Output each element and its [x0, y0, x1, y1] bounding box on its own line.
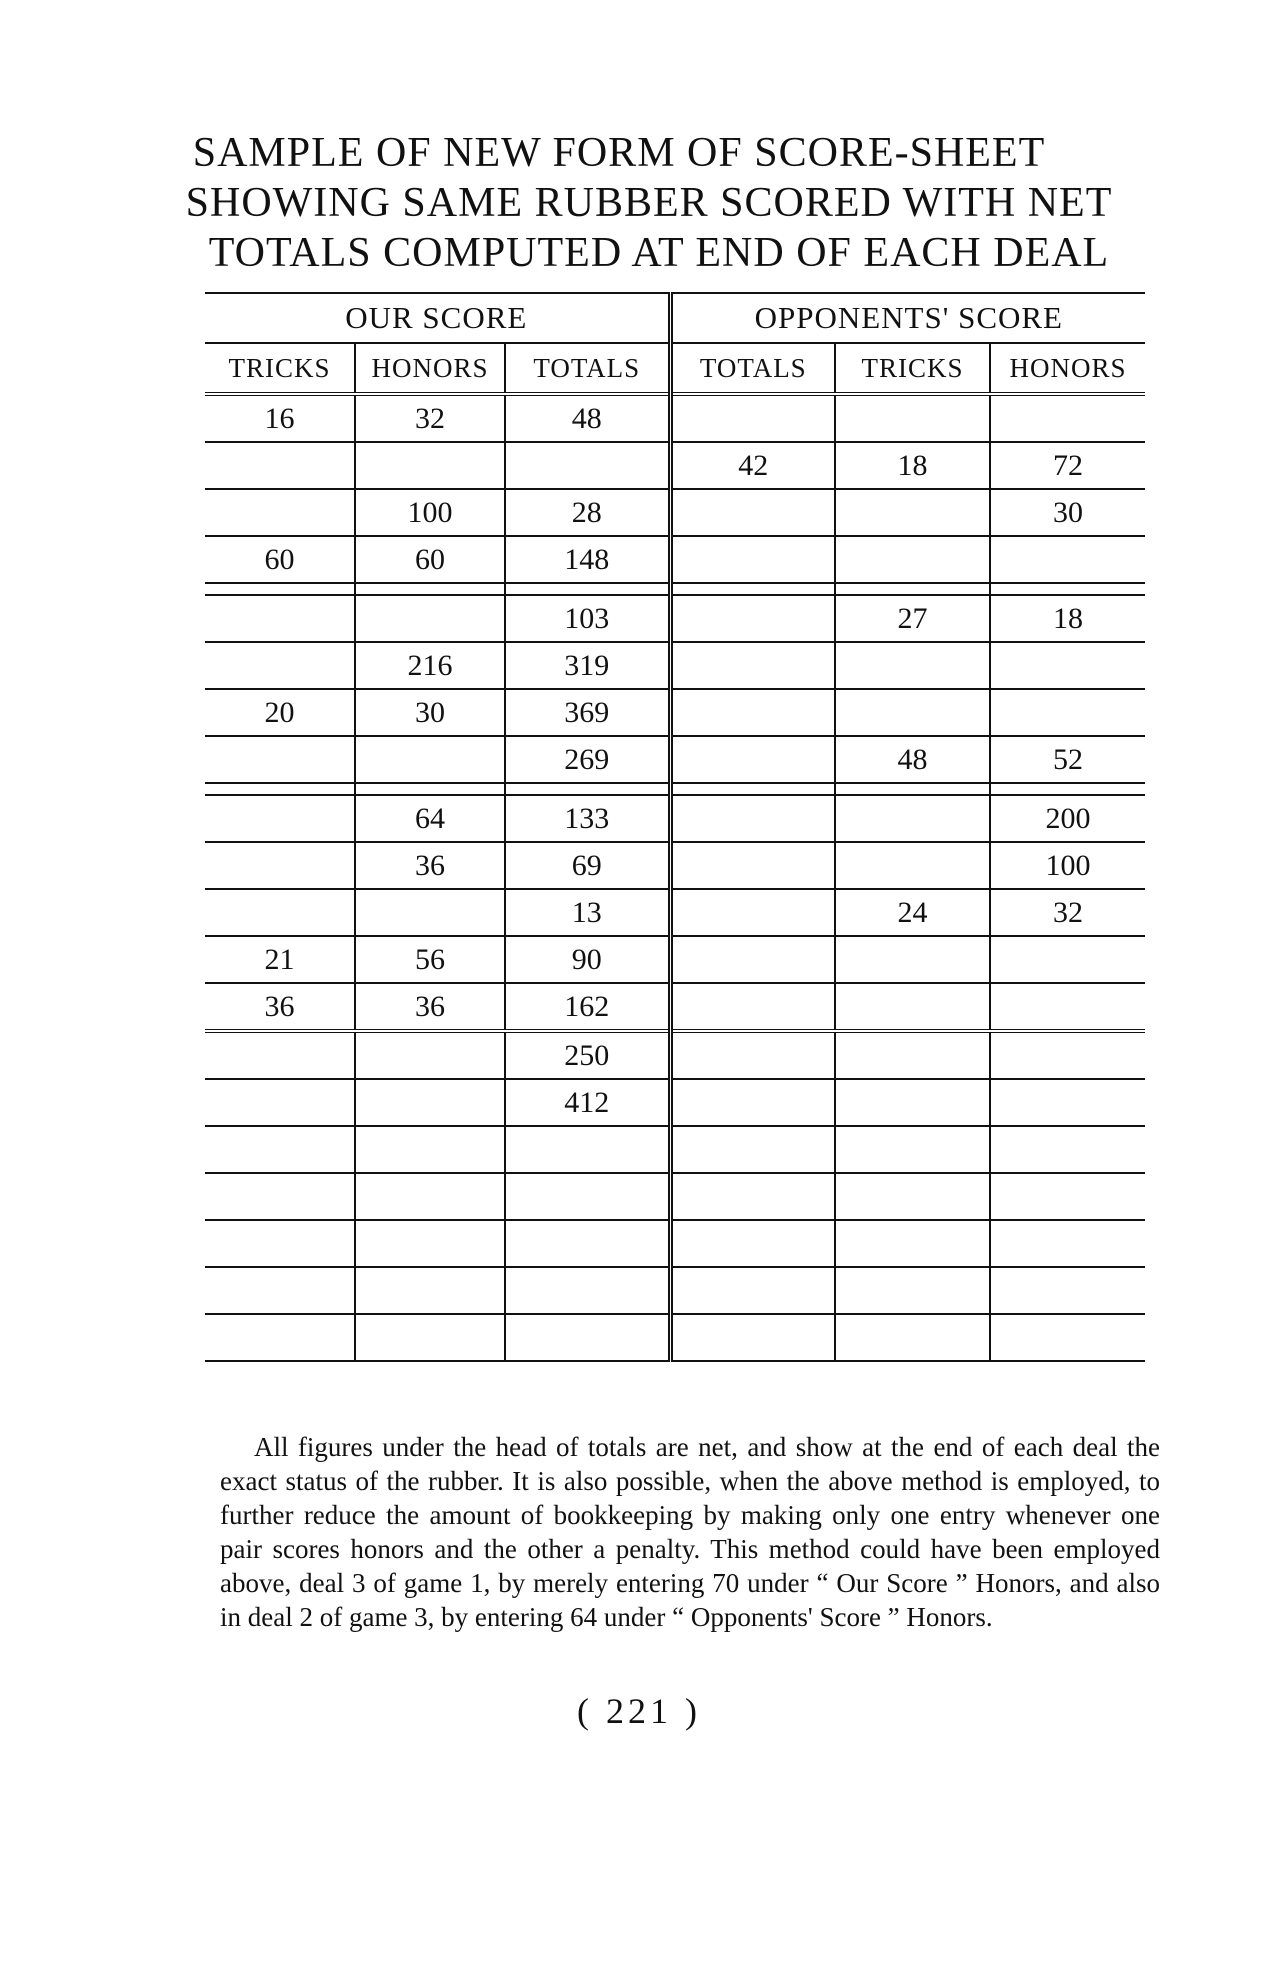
cell-opp-tricks [835, 1079, 990, 1126]
cell-our-honors [355, 889, 505, 936]
cell-opp-tricks [835, 1314, 990, 1361]
column-header-row [205, 343, 1145, 394]
cell-opp-tricks [835, 1126, 990, 1173]
cell-opp-tricks [835, 983, 990, 1031]
cell-opp-totals [670, 842, 835, 889]
cell-opp-tricks [835, 394, 990, 442]
cell-our-honors: 36 [355, 842, 505, 889]
header-our-honors: HONORS [355, 343, 505, 394]
cell-our-tricks [205, 842, 355, 889]
cell-our-totals: 28 [505, 489, 670, 536]
cell-our-tricks [205, 889, 355, 936]
cell-opp-honors [990, 1031, 1145, 1079]
cell-opp-honors [990, 536, 1145, 583]
cell-opp-tricks [835, 642, 990, 689]
cell-our-honors [355, 1031, 505, 1079]
group-header-row [205, 293, 1145, 343]
cell-opp-honors [990, 936, 1145, 983]
cell-opp-tricks [835, 795, 990, 842]
cell-opp-tricks [835, 1267, 990, 1314]
cell-our-totals: 412 [505, 1079, 670, 1126]
cell-our-totals: 90 [505, 936, 670, 983]
cell-our-tricks [205, 1031, 355, 1079]
cell-opp-honors [990, 1267, 1145, 1314]
cell-our-totals [505, 1267, 670, 1314]
score-row [205, 736, 1145, 783]
cell-our-totals [505, 1220, 670, 1267]
cell-opp-totals [670, 1220, 835, 1267]
cell-our-tricks [205, 1173, 355, 1220]
cell-our-honors: 64 [355, 795, 505, 842]
score-row [205, 842, 1145, 889]
cell-opp-tricks [835, 689, 990, 736]
cell-opp-honors [990, 394, 1145, 442]
score-row [205, 489, 1145, 536]
cell-our-tricks [205, 1079, 355, 1126]
cell-opp-tricks [835, 536, 990, 583]
cell-our-totals: 369 [505, 689, 670, 736]
cell-opp-tricks: 18 [835, 442, 990, 489]
cell-opp-tricks: 48 [835, 736, 990, 783]
cell-our-honors: 32 [355, 394, 505, 442]
cell-opp-honors [990, 983, 1145, 1031]
cell-our-tricks: 21 [205, 936, 355, 983]
cell-our-honors: 30 [355, 689, 505, 736]
cell-opp-tricks [835, 489, 990, 536]
cell-our-tricks [205, 595, 355, 642]
cell-opp-honors [990, 689, 1145, 736]
score-row [205, 394, 1145, 442]
cell-opp-tricks [835, 936, 990, 983]
cell-opp-honors [990, 1079, 1145, 1126]
cell-our-honors: 56 [355, 936, 505, 983]
cell-opp-honors: 72 [990, 442, 1145, 489]
score-row [205, 1126, 1145, 1173]
cell-opp-totals [670, 795, 835, 842]
cell-our-honors [355, 1267, 505, 1314]
cell-opp-totals [670, 1173, 835, 1220]
cell-our-tricks [205, 1314, 355, 1361]
title-line-3: TOTALS COMPUTED AT END OF EACH DEAL [208, 230, 1110, 276]
cell-opp-tricks [835, 1220, 990, 1267]
cell-our-honors: 100 [355, 489, 505, 536]
cell-our-totals: 48 [505, 394, 670, 442]
cell-our-honors [355, 736, 505, 783]
score-row [205, 1079, 1145, 1126]
cell-opp-totals [670, 489, 835, 536]
our-score-header: OUR SCORE [205, 293, 670, 343]
page-title [0, 128, 1278, 278]
cell-our-totals: 250 [505, 1031, 670, 1079]
cell-our-tricks [205, 736, 355, 783]
score-row [205, 642, 1145, 689]
score-row [205, 936, 1145, 983]
cell-our-totals: 148 [505, 536, 670, 583]
cell-opp-honors [990, 1173, 1145, 1220]
cell-our-honors: 216 [355, 642, 505, 689]
cell-opp-totals [670, 1314, 835, 1361]
cell-opp-totals [670, 1079, 835, 1126]
cell-opp-totals [670, 889, 835, 936]
cell-opp-honors: 30 [990, 489, 1145, 536]
cell-opp-honors [990, 1126, 1145, 1173]
title-line-1: SAMPLE OF NEW FORM OF SCORE-SHEET [192, 130, 1046, 176]
cell-opp-totals: 42 [670, 442, 835, 489]
cell-opp-totals [670, 642, 835, 689]
cell-our-tricks [205, 1267, 355, 1314]
cell-opp-tricks [835, 842, 990, 889]
score-row [205, 983, 1145, 1031]
score-row [205, 536, 1145, 583]
score-row [205, 1267, 1145, 1314]
cell-our-tricks: 20 [205, 689, 355, 736]
cell-our-honors [355, 1126, 505, 1173]
cell-our-totals: 319 [505, 642, 670, 689]
score-sheet-table [205, 292, 1145, 1362]
game-separator [205, 583, 1145, 595]
cell-opp-totals [670, 595, 835, 642]
score-row [205, 442, 1145, 489]
footnote-text: All figures under the head of totals are net, and show at the end of each deal the exact status of the rubber. It is also possible, when the above method is employed, to further reduce the amount of bookkeeping by making only one entry whenever one pair scores honors and the other a penalty. This method could have been employed above, deal 3 of game 1, by merely entering 70 under “ Our Score ” Honors, and also in deal 2 of game 3, by entering 64 under “ Opponents' Score ” Honors. [220, 1432, 1160, 1632]
cell-our-tricks: 36 [205, 983, 355, 1031]
score-row [205, 1314, 1145, 1361]
score-row [205, 1031, 1145, 1079]
game-separator [205, 783, 1145, 795]
cell-opp-honors [990, 1220, 1145, 1267]
cell-opp-totals [670, 536, 835, 583]
cell-our-totals [505, 1314, 670, 1361]
cell-opp-totals [670, 689, 835, 736]
cell-our-tricks: 60 [205, 536, 355, 583]
header-opp-honors: HONORS [990, 343, 1145, 394]
cell-opp-tricks: 27 [835, 595, 990, 642]
cell-our-tricks [205, 489, 355, 536]
cell-opp-totals [670, 1031, 835, 1079]
cell-our-tricks [205, 642, 355, 689]
score-row [205, 689, 1145, 736]
header-opp-tricks: TRICKS [835, 343, 990, 394]
cell-opp-honors: 100 [990, 842, 1145, 889]
cell-opp-honors [990, 642, 1145, 689]
cell-opp-totals [670, 1267, 835, 1314]
page-number: ( 221 ) [577, 1691, 701, 1731]
cell-opp-totals [670, 1126, 835, 1173]
cell-our-honors [355, 1079, 505, 1126]
cell-our-tricks [205, 442, 355, 489]
header-our-totals: TOTALS [505, 343, 670, 394]
cell-our-totals: 103 [505, 595, 670, 642]
score-row [205, 1220, 1145, 1267]
score-row [205, 889, 1145, 936]
cell-opp-totals [670, 936, 835, 983]
cell-opp-honors: 52 [990, 736, 1145, 783]
cell-our-tricks: 16 [205, 394, 355, 442]
cell-opp-totals [670, 983, 835, 1031]
score-row [205, 795, 1145, 842]
cell-opp-honors: 200 [990, 795, 1145, 842]
cell-our-totals [505, 442, 670, 489]
score-row [205, 595, 1145, 642]
cell-our-totals [505, 1173, 670, 1220]
cell-our-honors [355, 595, 505, 642]
cell-our-totals: 269 [505, 736, 670, 783]
cell-opp-tricks [835, 1031, 990, 1079]
cell-our-tricks [205, 1220, 355, 1267]
score-row [205, 1173, 1145, 1220]
cell-our-totals: 133 [505, 795, 670, 842]
cell-our-totals: 13 [505, 889, 670, 936]
header-our-tricks: TRICKS [205, 343, 355, 394]
cell-opp-totals [670, 736, 835, 783]
cell-opp-honors [990, 1314, 1145, 1361]
cell-our-honors [355, 1173, 505, 1220]
cell-opp-honors: 32 [990, 889, 1145, 936]
cell-opp-tricks: 24 [835, 889, 990, 936]
cell-our-tricks [205, 795, 355, 842]
cell-our-totals: 162 [505, 983, 670, 1031]
cell-opp-tricks [835, 1173, 990, 1220]
cell-our-honors: 60 [355, 536, 505, 583]
cell-our-totals: 69 [505, 842, 670, 889]
cell-our-honors [355, 1220, 505, 1267]
cell-our-tricks [205, 1126, 355, 1173]
cell-opp-totals [670, 394, 835, 442]
header-opp-totals: TOTALS [670, 343, 835, 394]
opponents-score-header: OPPONENTS' SCORE [670, 293, 1145, 343]
title-line-2: SHOWING SAME RUBBER SCORED WITH NET [185, 180, 1113, 226]
cell-opp-honors: 18 [990, 595, 1145, 642]
cell-our-honors [355, 442, 505, 489]
cell-our-totals [505, 1126, 670, 1173]
cell-our-honors: 36 [355, 983, 505, 1031]
cell-our-honors [355, 1314, 505, 1361]
